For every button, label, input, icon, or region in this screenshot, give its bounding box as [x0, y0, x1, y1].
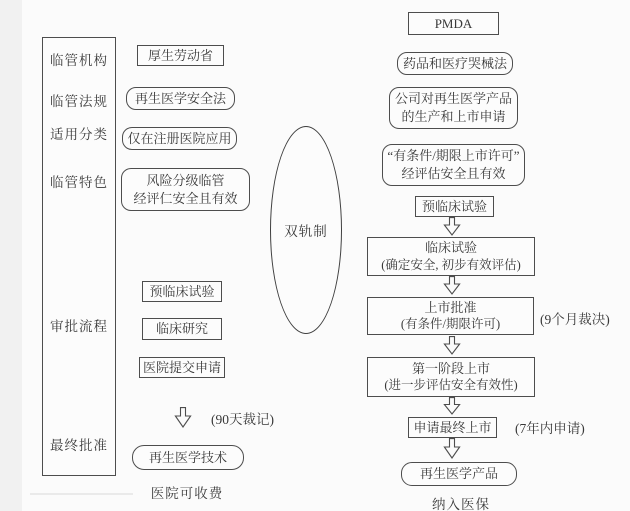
right-company-line2: 的生产和上市申请: [401, 109, 506, 124]
right-company-box: [389, 87, 518, 129]
right-stage1-box: [367, 357, 535, 397]
right-clinical-box: [367, 237, 535, 276]
right-agency-box: PMDA: [408, 12, 499, 35]
category-label-agency: 临管机构: [50, 53, 108, 68]
left-agency-box: 厚生劳动省: [137, 45, 224, 66]
right-clinical-line2: (确定安全, 初步有效评估): [381, 257, 521, 272]
right-footer-text: 纳入医保: [432, 497, 490, 511]
right-final-apply-box: 申请最终上市: [408, 417, 497, 438]
right-conditional-box: [382, 144, 525, 186]
left-clinical-box: 临床研究: [142, 318, 222, 340]
right-clinical-line1: 临床试验: [424, 240, 477, 256]
category-label-final: 最终批准: [50, 438, 108, 453]
left-preclinical-box: 预临床试验: [142, 281, 222, 302]
right-preclinical-box: 预临床试验: [415, 196, 494, 217]
left-final-box: 再生医学技术: [132, 445, 244, 470]
category-label-feature: 临管特色: [50, 175, 108, 190]
right-conditional-line2: 经评估安全且有效: [401, 166, 506, 181]
right-stage1-line1: 第一阶段上市: [411, 360, 490, 376]
right-law-box: 药品和医疗哭械法: [397, 52, 513, 75]
right-approval-line2: (有条件/期限许可): [400, 317, 501, 332]
right-final-apply-note: (7年内申请): [515, 421, 585, 436]
left-classification-box: 仅在注册医院应用: [122, 127, 237, 150]
left-feature-box: [121, 168, 250, 211]
down-arrow-icon: [443, 276, 461, 295]
dual-track-ellipse: 双轨制: [270, 126, 342, 334]
category-label-regulation: 临管法规: [50, 94, 108, 109]
right-approval-note: (9个月裁决): [540, 312, 610, 327]
down-arrow-icon: [443, 217, 461, 236]
left-footer-text: 医院可收费: [150, 486, 224, 501]
left-hospital-apply-box: 医院提交申请: [139, 357, 225, 378]
right-approval-box: [367, 297, 534, 335]
down-arrow-icon: [443, 438, 461, 459]
down-arrow-icon: [174, 407, 192, 428]
right-stage1-line2: (进一步评估安全有效性): [384, 378, 518, 393]
down-arrow-icon: [443, 397, 461, 415]
left-law-box: 再生医学安全法: [126, 87, 235, 110]
left-feature-line1: 风险分级临管: [146, 172, 225, 188]
right-approval-line1: 上市批准: [424, 299, 477, 315]
right-conditional-line1: “有条件/期限上市许可”: [387, 148, 520, 164]
down-arrow-icon: [443, 336, 461, 355]
right-product-box: 再生医学产品: [401, 462, 517, 486]
right-company-line1: 公司对再生医学产品: [394, 91, 512, 107]
scan-artifact-line: [30, 493, 133, 495]
category-label-classification: 适用分类: [50, 127, 108, 142]
scan-edge-strip: [0, 0, 22, 511]
left-feature-line2: 经评仁安全且有效: [133, 190, 238, 206]
category-label-process: 审批流程: [50, 319, 108, 334]
left-decision-note: (90天裁记): [211, 412, 274, 427]
category-panel: [42, 37, 116, 476]
